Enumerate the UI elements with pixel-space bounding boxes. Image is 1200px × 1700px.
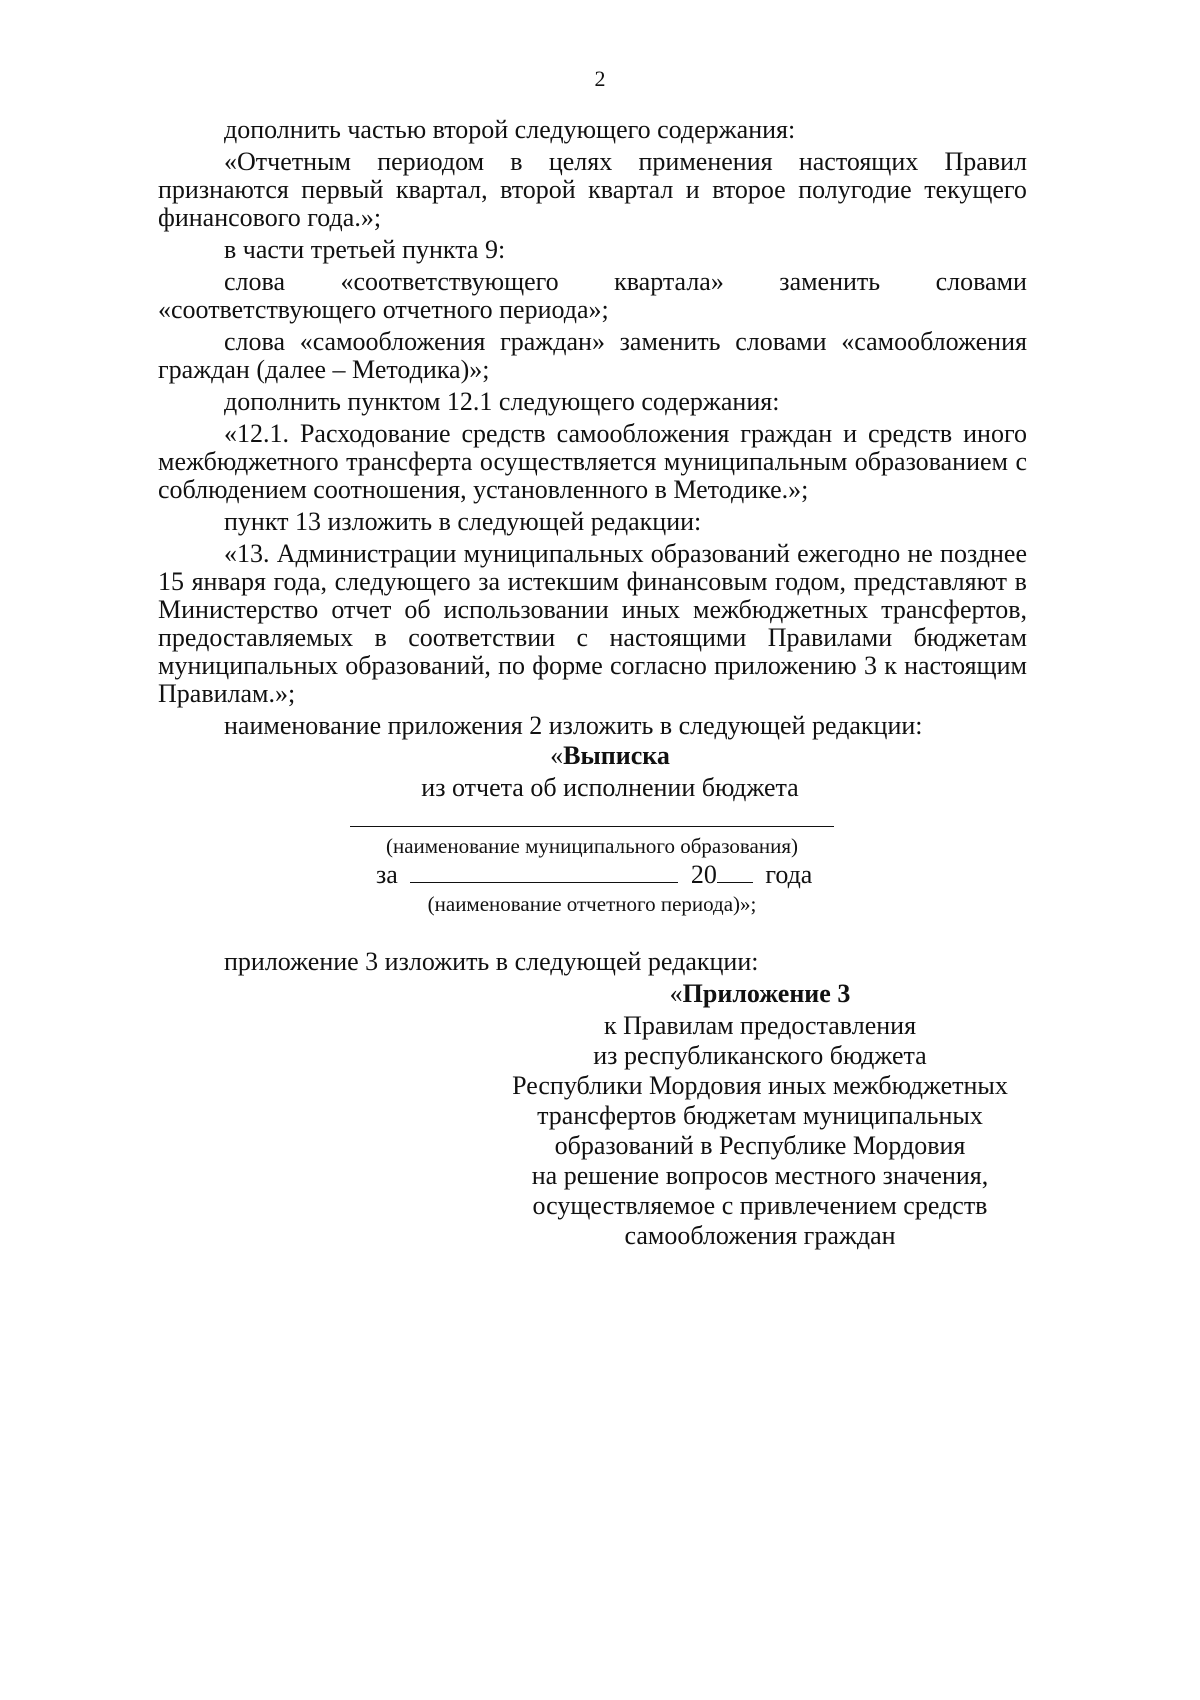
annex-open-quote: « bbox=[669, 979, 683, 1008]
year-prefix: 20 bbox=[690, 860, 717, 889]
word: образованием bbox=[854, 447, 1008, 476]
word: года, bbox=[273, 567, 328, 596]
word: граждан» bbox=[500, 327, 605, 356]
word: представляют bbox=[853, 567, 1008, 596]
word: настоящим bbox=[904, 651, 1027, 680]
period-line bbox=[376, 858, 812, 891]
word: приложению bbox=[714, 651, 857, 680]
word: применения bbox=[638, 147, 773, 176]
annex-caption-line: трансфертов бюджетам муниципальных bbox=[537, 1101, 983, 1130]
word: первый bbox=[301, 175, 384, 204]
annex-title-line bbox=[505, 978, 1015, 1010]
word: заменить bbox=[619, 327, 721, 356]
word: к bbox=[884, 651, 897, 680]
word: Министерство bbox=[158, 595, 319, 624]
word: осуществляется bbox=[479, 447, 657, 476]
word: слова bbox=[224, 327, 285, 356]
word: средств bbox=[868, 419, 953, 448]
word: образований bbox=[650, 539, 790, 568]
word: истекшим bbox=[507, 567, 619, 596]
annex-caption-line: из республиканского бюджета bbox=[593, 1041, 927, 1070]
word: квартал bbox=[588, 175, 674, 204]
word: предоставляемых bbox=[158, 623, 354, 652]
word: слова bbox=[224, 267, 285, 296]
annex-caption-line: самообложения граждан bbox=[624, 1221, 896, 1250]
word: форме bbox=[532, 651, 603, 680]
annex-caption-line: к Правилам предоставления bbox=[603, 1011, 917, 1040]
year-suffix: года bbox=[765, 860, 813, 889]
word: следующего bbox=[334, 567, 471, 596]
period-blank bbox=[410, 858, 678, 883]
annex-caption-line: образований в Республике Мордовия bbox=[554, 1131, 966, 1160]
word: ежегодно bbox=[797, 539, 901, 568]
word: «самообложения bbox=[841, 327, 1027, 356]
word: заменить bbox=[779, 267, 881, 296]
page-number: 2 bbox=[594, 66, 606, 91]
word: и bbox=[843, 419, 858, 448]
word: трансферта bbox=[346, 447, 473, 476]
word: согласно bbox=[610, 651, 707, 680]
word: «Отчетным bbox=[224, 147, 351, 176]
body-line: соблюдением соотношения, установленного в Методике.»; bbox=[158, 475, 809, 504]
word: межбюджетных bbox=[693, 595, 869, 624]
body-line: «соответствующего отчетного периода»; bbox=[158, 295, 609, 324]
annex-caption-line: на решение вопросов местного значения, bbox=[531, 1161, 989, 1190]
word: годом, bbox=[775, 567, 847, 596]
word: за bbox=[478, 567, 500, 596]
word: Правилами bbox=[767, 623, 893, 652]
body-line: наименование приложения 2 изложить в следующей редакции: bbox=[224, 711, 923, 740]
word: 3 bbox=[863, 651, 877, 680]
word: иного bbox=[963, 419, 1027, 448]
word: «соответствующего bbox=[340, 267, 559, 296]
word: Администрации bbox=[276, 539, 457, 568]
word: позднее bbox=[940, 539, 1027, 568]
word: квартала» bbox=[614, 267, 724, 296]
word: второе bbox=[712, 175, 786, 204]
word: целях bbox=[548, 147, 613, 176]
vypiska-open-quote: « bbox=[550, 741, 564, 770]
word: средств bbox=[461, 419, 546, 448]
word: муниципальных bbox=[158, 651, 339, 680]
word: «самообложения bbox=[299, 327, 486, 356]
za-label: за bbox=[376, 860, 398, 889]
word: «12.1. bbox=[224, 419, 289, 448]
word: «13. bbox=[224, 539, 270, 568]
body-line: дополнить частью второй следующего содержания: bbox=[224, 115, 796, 144]
word: финансовым bbox=[626, 567, 768, 596]
body-line: дополнить пунктом 12.1 следующего содержания: bbox=[224, 387, 780, 416]
word: текущего bbox=[924, 175, 1027, 204]
word: января bbox=[191, 567, 266, 596]
word: словами bbox=[935, 267, 1027, 296]
word: настоящими bbox=[609, 623, 747, 652]
word: в bbox=[374, 623, 387, 652]
annex-title: Приложение 3 bbox=[682, 979, 851, 1008]
word: межбюджетного bbox=[158, 447, 339, 476]
word: соответствии bbox=[408, 623, 556, 652]
word: Расходование bbox=[299, 419, 451, 448]
word: муниципальным bbox=[663, 447, 848, 476]
word: периодом bbox=[377, 147, 485, 176]
word: полугодие bbox=[798, 175, 912, 204]
word: Правил bbox=[944, 147, 1027, 176]
annex-caption-line: осуществляемое с привлечением средств bbox=[532, 1191, 988, 1220]
word: квартал, bbox=[395, 175, 488, 204]
word: в bbox=[1014, 567, 1027, 596]
body-line: граждан (далее – Методика)»; bbox=[158, 355, 490, 384]
word: граждан bbox=[740, 419, 833, 448]
word: и bbox=[685, 175, 700, 204]
word: в bbox=[510, 147, 523, 176]
municipality-caption: (наименование муниципального образования) bbox=[385, 834, 799, 858]
annex-caption-line: Республики Мордовия иных межбюджетных bbox=[512, 1071, 1008, 1100]
municipality-blank-line bbox=[350, 826, 834, 827]
body-line: финансового года.»; bbox=[158, 203, 382, 232]
word: образований, bbox=[345, 651, 491, 680]
vypiska-title: Выписка bbox=[563, 741, 670, 770]
word: иных bbox=[621, 595, 681, 624]
word: об bbox=[404, 595, 431, 624]
body-line: Правилам.»; bbox=[158, 679, 296, 708]
word: отчет bbox=[331, 595, 392, 624]
word: с bbox=[576, 623, 589, 652]
word: 15 bbox=[158, 567, 184, 596]
word: признаются bbox=[158, 175, 289, 204]
word: настоящих bbox=[798, 147, 919, 176]
word: по bbox=[498, 651, 526, 680]
vypiska-title-line bbox=[380, 740, 840, 772]
word: муниципальных bbox=[463, 539, 644, 568]
word: использовании bbox=[443, 595, 609, 624]
vypiska-subtitle: из отчета об исполнении бюджета bbox=[421, 773, 799, 802]
period-caption: (наименование отчетного периода)»; bbox=[427, 892, 757, 916]
body-line: в части третьей пункта 9: bbox=[224, 235, 506, 264]
year-blank bbox=[717, 858, 753, 883]
word: трансфертов, bbox=[881, 595, 1027, 624]
annex-intro: приложение 3 изложить в следующей редакции: bbox=[224, 947, 759, 976]
word: с bbox=[1015, 447, 1027, 476]
word: словами bbox=[735, 327, 827, 356]
body-line: пункт 13 изложить в следующей редакции: bbox=[224, 507, 702, 536]
word: бюджетам bbox=[913, 623, 1027, 652]
word: самообложения bbox=[556, 419, 730, 448]
word: не bbox=[907, 539, 933, 568]
word: второй bbox=[500, 175, 576, 204]
